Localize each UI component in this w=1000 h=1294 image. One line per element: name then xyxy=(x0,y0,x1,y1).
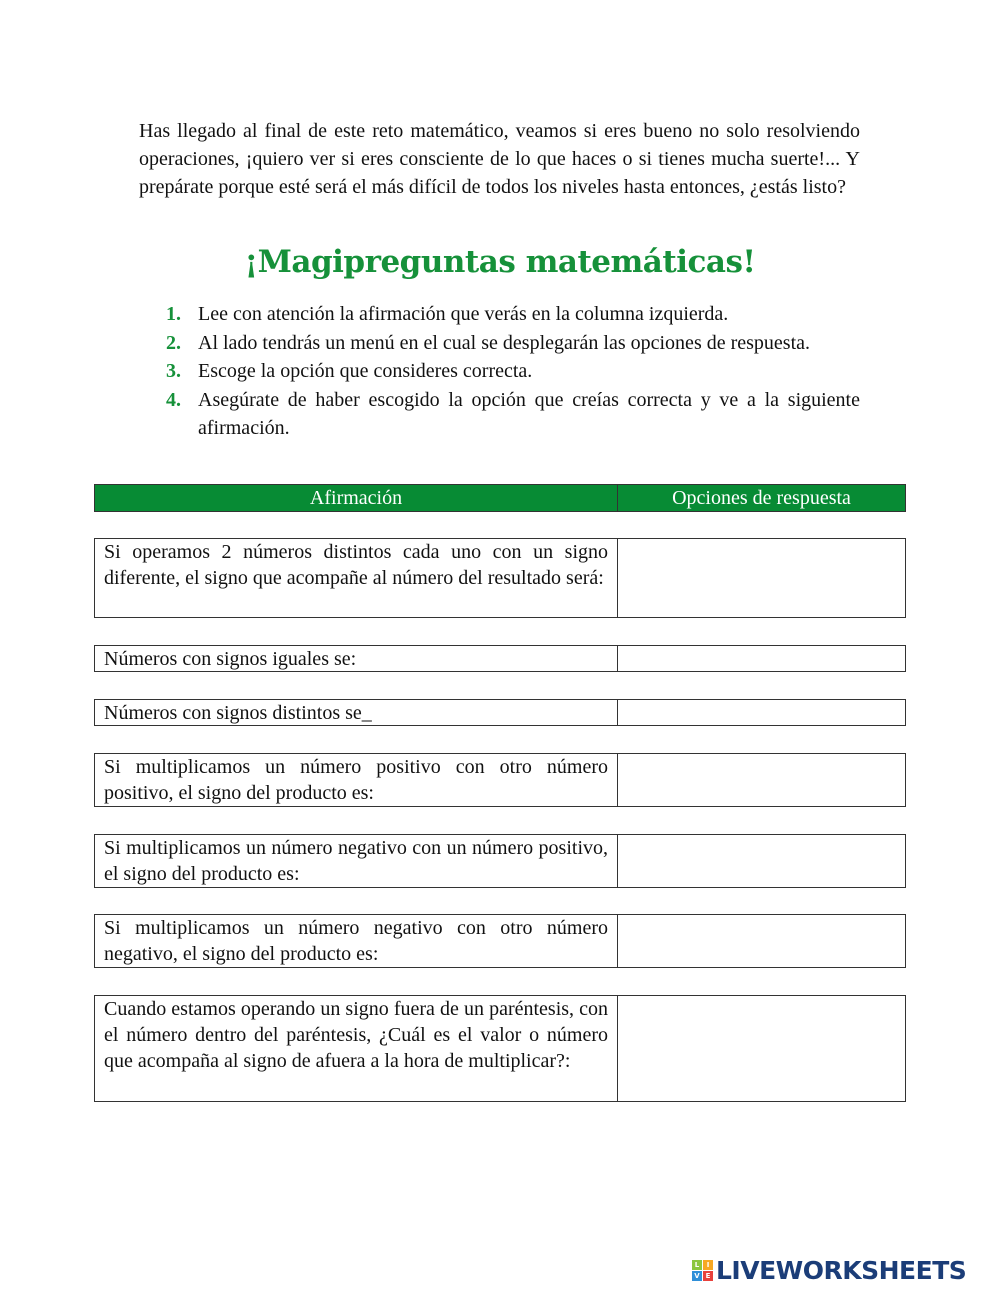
instruction-item xyxy=(166,386,860,443)
answer-dropdown[interactable] xyxy=(618,996,905,1101)
step-text: Lee con atención la afirmación que verás en la columna izquierda. xyxy=(198,303,729,325)
statement-cell: Si multiplicamos un número negativo con otro número negativo, el signo del producto es: xyxy=(95,915,618,967)
header-opciones: Opciones de respuesta xyxy=(672,487,851,509)
table-row xyxy=(94,914,906,968)
header-afirmacion: Afirmación xyxy=(95,485,618,511)
instructions-list xyxy=(166,300,860,443)
table-row xyxy=(94,995,906,1102)
page-title: ¡Magipreguntas matemáticas! xyxy=(244,244,756,280)
table-row xyxy=(94,753,906,807)
step-text: Al lado tendrás un menú en el cual se desplegarán las opciones de respuesta. xyxy=(198,331,811,354)
table-header xyxy=(94,484,906,512)
statement-cell: Si operamos 2 números distintos cada uno con un signo diferente, el signo que acompañe al número del resultado será: xyxy=(95,539,618,617)
instruction-item xyxy=(166,329,860,358)
table-row xyxy=(94,645,906,672)
answer-dropdown[interactable] xyxy=(618,754,905,806)
answer-dropdown[interactable] xyxy=(618,700,905,725)
step-number: 3. xyxy=(166,360,181,382)
statement-cell: Cuando estamos operando un signo fuera de un paréntesis, con el número dentro del paréntesis, ¿Cuál es el valor o número que acompaña al signo de afuera a la hora de multiplicar?: xyxy=(95,996,618,1101)
answer-dropdown[interactable] xyxy=(618,915,905,967)
liveworksheets-logo xyxy=(692,1256,966,1285)
step-text: Escoge la opción que consideres correcta. xyxy=(198,360,533,382)
answer-dropdown[interactable] xyxy=(618,835,905,887)
step-number: 2. xyxy=(166,331,181,354)
instruction-item xyxy=(166,357,860,386)
logo-cubes-icon: L I V E xyxy=(692,1260,713,1281)
logo-text: LIVEWORKSHEETS xyxy=(716,1256,967,1285)
instruction-item xyxy=(166,300,860,329)
statement-cell: Números con signos iguales se: xyxy=(95,646,618,671)
table-row xyxy=(94,538,906,618)
table-row xyxy=(94,699,906,726)
intro-paragraph: Has llegado al final de este reto matemático, veamos si eres bueno no solo resolviendo operaciones, ¡quiero ver si eres consciente de lo que haces o si tienes mucha suerte!... Y prepárate porque esté será el más difícil de todos los niveles hasta entonces, ¿estás listo? xyxy=(139,120,860,198)
table-row xyxy=(94,834,906,888)
step-number: 4. xyxy=(166,388,181,411)
answer-dropdown[interactable] xyxy=(618,539,905,617)
answer-dropdown[interactable] xyxy=(618,646,905,671)
statement-cell: Si multiplicamos un número negativo con un número positivo, el signo del producto es: xyxy=(95,835,618,887)
statement-cell: Si multiplicamos un número positivo con otro número positivo, el signo del producto es: xyxy=(95,754,618,806)
statement-cell: Números con signos distintos se_ xyxy=(95,700,618,725)
step-number: 1. xyxy=(166,303,181,325)
step-text: Asegúrate de haber escogido la opción que creías correcta y ve a la siguiente afirmación. xyxy=(198,388,860,439)
